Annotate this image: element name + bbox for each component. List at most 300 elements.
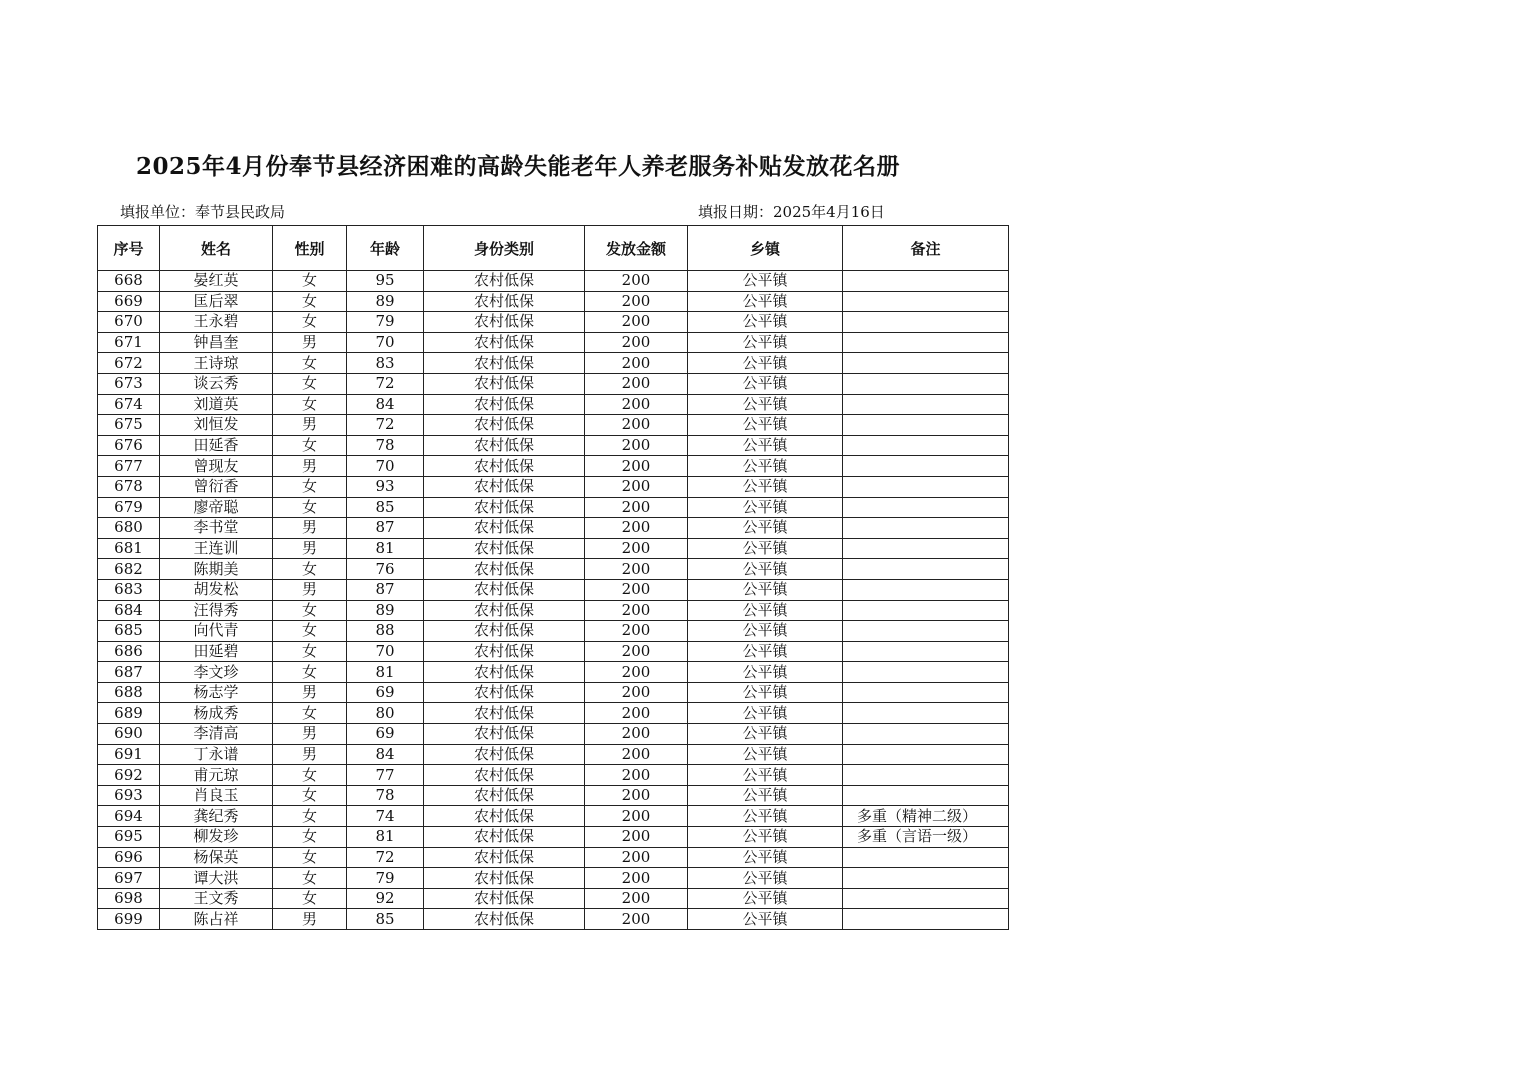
cell-remark [843, 744, 1009, 765]
header-row [98, 226, 1009, 271]
cell-seq: 687 [98, 662, 160, 683]
header-col-town: 乡镇 [688, 226, 843, 271]
cell-seq: 678 [98, 476, 160, 497]
cell-seq: 682 [98, 559, 160, 580]
cell-name: 李文珍 [160, 662, 273, 683]
cell-remark [843, 291, 1009, 312]
table-row [98, 847, 1009, 868]
cell-amount: 200 [585, 682, 688, 703]
cell-gender: 女 [273, 291, 347, 312]
table-row [98, 724, 1009, 745]
cell-amount: 200 [585, 435, 688, 456]
cell-amount: 200 [585, 703, 688, 724]
cell-age: 85 [347, 497, 424, 518]
cell-remark [843, 456, 1009, 477]
cell-gender: 男 [273, 682, 347, 703]
cell-seq: 693 [98, 785, 160, 806]
cell-category: 农村低保 [424, 538, 585, 559]
cell-category: 农村低保 [424, 291, 585, 312]
cell-category: 农村低保 [424, 476, 585, 497]
table-row [98, 600, 1009, 621]
cell-age: 81 [347, 538, 424, 559]
cell-age: 70 [347, 641, 424, 662]
table-row [98, 827, 1009, 848]
cell-category: 农村低保 [424, 847, 585, 868]
cell-amount: 200 [585, 312, 688, 333]
cell-category: 农村低保 [424, 456, 585, 477]
cell-age: 84 [347, 394, 424, 415]
cell-gender: 女 [273, 476, 347, 497]
cell-remark [843, 497, 1009, 518]
cell-remark [843, 765, 1009, 786]
header-col-gender: 性别 [273, 226, 347, 271]
cell-town: 公平镇 [688, 888, 843, 909]
cell-town: 公平镇 [688, 497, 843, 518]
cell-remark [843, 559, 1009, 580]
cell-category: 农村低保 [424, 579, 585, 600]
table-row [98, 271, 1009, 292]
table-row [98, 373, 1009, 394]
cell-age: 79 [347, 868, 424, 889]
cell-seq: 681 [98, 538, 160, 559]
cell-amount: 200 [585, 888, 688, 909]
cell-gender: 女 [273, 373, 347, 394]
cell-name: 陈占祥 [160, 909, 273, 930]
cell-town: 公平镇 [688, 621, 843, 642]
cell-town: 公平镇 [688, 271, 843, 292]
cell-age: 70 [347, 332, 424, 353]
cell-category: 农村低保 [424, 373, 585, 394]
header-col-remark: 备注 [843, 226, 1009, 271]
cell-age: 81 [347, 827, 424, 848]
cell-category: 农村低保 [424, 353, 585, 374]
table-row [98, 641, 1009, 662]
cell-name: 曾现友 [160, 456, 273, 477]
cell-amount: 200 [585, 909, 688, 930]
cell-remark [843, 847, 1009, 868]
cell-seq: 675 [98, 415, 160, 436]
cell-category: 农村低保 [424, 559, 585, 580]
header-col-category: 身份类别 [424, 226, 585, 271]
cell-name: 杨保英 [160, 847, 273, 868]
table-row [98, 312, 1009, 333]
cell-amount: 200 [585, 332, 688, 353]
cell-town: 公平镇 [688, 435, 843, 456]
header-col-seq: 序号 [98, 226, 160, 271]
cell-amount: 200 [585, 373, 688, 394]
table-row [98, 497, 1009, 518]
cell-age: 79 [347, 312, 424, 333]
table-row [98, 415, 1009, 436]
cell-town: 公平镇 [688, 373, 843, 394]
cell-seq: 690 [98, 724, 160, 745]
cell-gender: 女 [273, 600, 347, 621]
cell-amount: 200 [585, 621, 688, 642]
cell-remark [843, 682, 1009, 703]
cell-name: 李清高 [160, 724, 273, 745]
cell-amount: 200 [585, 579, 688, 600]
cell-town: 公平镇 [688, 394, 843, 415]
table-row [98, 662, 1009, 683]
cell-name: 王诗琼 [160, 353, 273, 374]
table-row [98, 456, 1009, 477]
cell-name: 田延碧 [160, 641, 273, 662]
cell-category: 农村低保 [424, 394, 585, 415]
table-row [98, 476, 1009, 497]
cell-name: 杨成秀 [160, 703, 273, 724]
cell-remark [843, 785, 1009, 806]
cell-amount: 200 [585, 559, 688, 580]
cell-seq: 699 [98, 909, 160, 930]
cell-category: 农村低保 [424, 518, 585, 539]
subsidy-roster-table [97, 225, 1009, 930]
cell-remark [843, 641, 1009, 662]
cell-name: 李书堂 [160, 518, 273, 539]
cell-gender: 女 [273, 559, 347, 580]
cell-town: 公平镇 [688, 456, 843, 477]
cell-gender: 女 [273, 353, 347, 374]
cell-seq: 674 [98, 394, 160, 415]
cell-age: 74 [347, 806, 424, 827]
cell-gender: 女 [273, 806, 347, 827]
cell-name: 晏红英 [160, 271, 273, 292]
cell-amount: 200 [585, 765, 688, 786]
table-body [98, 271, 1009, 930]
cell-age: 80 [347, 703, 424, 724]
cell-category: 农村低保 [424, 888, 585, 909]
cell-age: 69 [347, 724, 424, 745]
cell-seq: 679 [98, 497, 160, 518]
cell-gender: 女 [273, 271, 347, 292]
cell-town: 公平镇 [688, 703, 843, 724]
cell-age: 87 [347, 579, 424, 600]
cell-age: 70 [347, 456, 424, 477]
cell-age: 78 [347, 435, 424, 456]
cell-name: 刘道英 [160, 394, 273, 415]
cell-seq: 669 [98, 291, 160, 312]
cell-remark [843, 353, 1009, 374]
cell-seq: 670 [98, 312, 160, 333]
cell-seq: 680 [98, 518, 160, 539]
cell-gender: 女 [273, 621, 347, 642]
cell-name: 刘恒发 [160, 415, 273, 436]
cell-name: 钟昌奎 [160, 332, 273, 353]
table-row [98, 785, 1009, 806]
cell-amount: 200 [585, 662, 688, 683]
cell-remark [843, 518, 1009, 539]
cell-gender: 女 [273, 394, 347, 415]
table-row [98, 703, 1009, 724]
cell-remark [843, 621, 1009, 642]
cell-amount: 200 [585, 353, 688, 374]
cell-remark: 多重（言语一级） [843, 827, 1009, 848]
cell-town: 公平镇 [688, 785, 843, 806]
table-row [98, 744, 1009, 765]
cell-remark: 多重（精神二级） [843, 806, 1009, 827]
cell-category: 农村低保 [424, 497, 585, 518]
cell-amount: 200 [585, 456, 688, 477]
cell-category: 农村低保 [424, 909, 585, 930]
cell-gender: 女 [273, 847, 347, 868]
cell-gender: 女 [273, 827, 347, 848]
cell-name: 汪得秀 [160, 600, 273, 621]
cell-name: 肖良玉 [160, 785, 273, 806]
cell-name: 王连训 [160, 538, 273, 559]
cell-gender: 女 [273, 785, 347, 806]
cell-gender: 男 [273, 909, 347, 930]
cell-seq: 683 [98, 579, 160, 600]
cell-age: 72 [347, 373, 424, 394]
cell-name: 龚纪秀 [160, 806, 273, 827]
cell-category: 农村低保 [424, 600, 585, 621]
cell-amount: 200 [585, 291, 688, 312]
cell-age: 78 [347, 785, 424, 806]
cell-category: 农村低保 [424, 724, 585, 745]
cell-gender: 男 [273, 332, 347, 353]
cell-category: 农村低保 [424, 662, 585, 683]
cell-name: 匡后翠 [160, 291, 273, 312]
cell-gender: 女 [273, 888, 347, 909]
table-header [98, 226, 1009, 271]
cell-remark [843, 312, 1009, 333]
cell-town: 公平镇 [688, 538, 843, 559]
cell-seq: 671 [98, 332, 160, 353]
cell-seq: 692 [98, 765, 160, 786]
cell-town: 公平镇 [688, 662, 843, 683]
cell-name: 陈期美 [160, 559, 273, 580]
table-row [98, 868, 1009, 889]
cell-age: 89 [347, 600, 424, 621]
cell-category: 农村低保 [424, 312, 585, 333]
cell-age: 87 [347, 518, 424, 539]
cell-amount: 200 [585, 641, 688, 662]
cell-remark [843, 888, 1009, 909]
cell-age: 88 [347, 621, 424, 642]
cell-amount: 200 [585, 600, 688, 621]
cell-remark [843, 538, 1009, 559]
reporting-unit: 填报单位：奉节县民政局 [120, 203, 286, 221]
cell-seq: 668 [98, 271, 160, 292]
cell-category: 农村低保 [424, 785, 585, 806]
cell-name: 谭大洪 [160, 868, 273, 889]
cell-seq: 672 [98, 353, 160, 374]
cell-name: 向代青 [160, 621, 273, 642]
cell-town: 公平镇 [688, 518, 843, 539]
cell-seq: 676 [98, 435, 160, 456]
cell-amount: 200 [585, 785, 688, 806]
cell-seq: 685 [98, 621, 160, 642]
cell-amount: 200 [585, 806, 688, 827]
cell-age: 93 [347, 476, 424, 497]
cell-seq: 688 [98, 682, 160, 703]
table-row [98, 435, 1009, 456]
cell-gender: 女 [273, 312, 347, 333]
cell-town: 公平镇 [688, 806, 843, 827]
cell-gender: 男 [273, 744, 347, 765]
cell-seq: 691 [98, 744, 160, 765]
cell-age: 89 [347, 291, 424, 312]
cell-town: 公平镇 [688, 909, 843, 930]
cell-name: 曾衍香 [160, 476, 273, 497]
cell-amount: 200 [585, 497, 688, 518]
cell-town: 公平镇 [688, 353, 843, 374]
cell-name: 胡发松 [160, 579, 273, 600]
table-row [98, 394, 1009, 415]
table-row [98, 353, 1009, 374]
cell-remark [843, 703, 1009, 724]
cell-category: 农村低保 [424, 641, 585, 662]
cell-gender: 女 [273, 641, 347, 662]
cell-amount: 200 [585, 476, 688, 497]
table-row [98, 518, 1009, 539]
cell-gender: 男 [273, 415, 347, 436]
cell-town: 公平镇 [688, 827, 843, 848]
cell-remark [843, 909, 1009, 930]
cell-seq: 696 [98, 847, 160, 868]
header-col-amount: 发放金额 [585, 226, 688, 271]
cell-amount: 200 [585, 744, 688, 765]
cell-town: 公平镇 [688, 559, 843, 580]
cell-remark [843, 724, 1009, 745]
cell-remark [843, 332, 1009, 353]
cell-town: 公平镇 [688, 847, 843, 868]
cell-remark [843, 476, 1009, 497]
cell-town: 公平镇 [688, 868, 843, 889]
cell-gender: 男 [273, 538, 347, 559]
cell-age: 84 [347, 744, 424, 765]
cell-age: 83 [347, 353, 424, 374]
cell-age: 85 [347, 909, 424, 930]
cell-seq: 673 [98, 373, 160, 394]
cell-gender: 男 [273, 579, 347, 600]
cell-name: 杨志学 [160, 682, 273, 703]
cell-amount: 200 [585, 271, 688, 292]
table-row [98, 765, 1009, 786]
cell-town: 公平镇 [688, 312, 843, 333]
cell-gender: 男 [273, 724, 347, 745]
cell-category: 农村低保 [424, 271, 585, 292]
table-row [98, 579, 1009, 600]
cell-category: 农村低保 [424, 435, 585, 456]
table-row [98, 332, 1009, 353]
cell-remark [843, 579, 1009, 600]
cell-amount: 200 [585, 847, 688, 868]
cell-age: 72 [347, 415, 424, 436]
cell-seq: 694 [98, 806, 160, 827]
cell-town: 公平镇 [688, 765, 843, 786]
cell-seq: 697 [98, 868, 160, 889]
header-col-age: 年龄 [347, 226, 424, 271]
cell-remark [843, 600, 1009, 621]
cell-name: 丁永谱 [160, 744, 273, 765]
cell-name: 甫元琼 [160, 765, 273, 786]
cell-remark [843, 415, 1009, 436]
cell-name: 王文秀 [160, 888, 273, 909]
cell-gender: 男 [273, 456, 347, 477]
cell-remark [843, 435, 1009, 456]
cell-gender: 男 [273, 518, 347, 539]
cell-category: 农村低保 [424, 332, 585, 353]
cell-amount: 200 [585, 827, 688, 848]
table-row [98, 291, 1009, 312]
cell-amount: 200 [585, 538, 688, 559]
cell-town: 公平镇 [688, 415, 843, 436]
cell-town: 公平镇 [688, 724, 843, 745]
table-row [98, 559, 1009, 580]
table-row [98, 621, 1009, 642]
cell-amount: 200 [585, 518, 688, 539]
cell-category: 农村低保 [424, 621, 585, 642]
cell-name: 谈云秀 [160, 373, 273, 394]
cell-category: 农村低保 [424, 806, 585, 827]
reporting-date: 填报日期：2025年4月16日 [698, 203, 885, 221]
cell-gender: 女 [273, 662, 347, 683]
cell-amount: 200 [585, 415, 688, 436]
cell-age: 69 [347, 682, 424, 703]
cell-age: 72 [347, 847, 424, 868]
cell-seq: 677 [98, 456, 160, 477]
cell-town: 公平镇 [688, 600, 843, 621]
cell-age: 81 [347, 662, 424, 683]
cell-town: 公平镇 [688, 476, 843, 497]
cell-gender: 女 [273, 703, 347, 724]
cell-town: 公平镇 [688, 682, 843, 703]
cell-remark [843, 271, 1009, 292]
cell-name: 王永碧 [160, 312, 273, 333]
cell-category: 农村低保 [424, 744, 585, 765]
cell-amount: 200 [585, 724, 688, 745]
cell-amount: 200 [585, 868, 688, 889]
cell-name: 田延香 [160, 435, 273, 456]
table-row [98, 538, 1009, 559]
cell-category: 农村低保 [424, 703, 585, 724]
table-row [98, 806, 1009, 827]
cell-town: 公平镇 [688, 641, 843, 662]
cell-category: 农村低保 [424, 765, 585, 786]
cell-gender: 女 [273, 497, 347, 518]
cell-seq: 689 [98, 703, 160, 724]
cell-gender: 女 [273, 765, 347, 786]
cell-age: 77 [347, 765, 424, 786]
cell-town: 公平镇 [688, 291, 843, 312]
table-row [98, 888, 1009, 909]
cell-age: 92 [347, 888, 424, 909]
cell-remark [843, 373, 1009, 394]
cell-remark [843, 662, 1009, 683]
document-title: 2025年4月份奉节县经济困难的高龄失能老年人养老服务补贴发放花名册 [136, 153, 901, 180]
table-row [98, 682, 1009, 703]
cell-seq: 684 [98, 600, 160, 621]
cell-amount: 200 [585, 394, 688, 415]
cell-age: 76 [347, 559, 424, 580]
cell-remark [843, 394, 1009, 415]
cell-town: 公平镇 [688, 579, 843, 600]
cell-remark [843, 868, 1009, 889]
cell-name: 廖帝聪 [160, 497, 273, 518]
cell-category: 农村低保 [424, 415, 585, 436]
cell-town: 公平镇 [688, 744, 843, 765]
cell-category: 农村低保 [424, 827, 585, 848]
cell-town: 公平镇 [688, 332, 843, 353]
cell-category: 农村低保 [424, 682, 585, 703]
cell-gender: 女 [273, 868, 347, 889]
cell-category: 农村低保 [424, 868, 585, 889]
cell-gender: 女 [273, 435, 347, 456]
header-col-name: 姓名 [160, 226, 273, 271]
cell-seq: 695 [98, 827, 160, 848]
cell-seq: 698 [98, 888, 160, 909]
cell-name: 柳发珍 [160, 827, 273, 848]
